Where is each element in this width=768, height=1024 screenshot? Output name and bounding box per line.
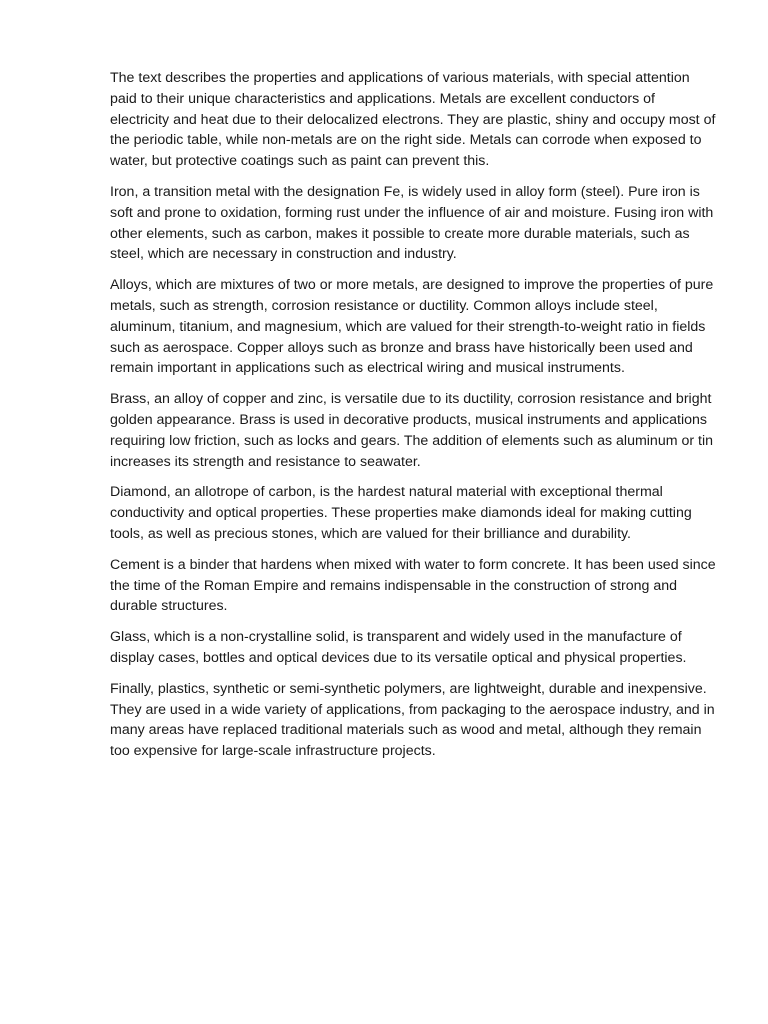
paragraph-glass: Glass, which is a non-crystalline solid, is transparent and widely used in the manufacture of display cases, bottles and optical devices due to its versatile optical and physical properties. bbox=[110, 629, 687, 666]
paragraph-plastics: Finally, plastics, synthetic or semi-synthetic polymers, are lightweight, durable and inexpensive. They are used in a wide variety of applications, from packaging to the aerospace industry, and in many areas have replaced traditional materials such as wood and metal, although they remain too expensive for large-scale infrastructure projects. bbox=[110, 680, 715, 760]
paragraph-brass: Brass, an alloy of copper and zinc, is versatile due to its ductility, corrosion resistance and bright golden appearance. Brass is used in decorative products, musical instruments and applications requiring low friction, such as locks and gears. The addition of elements such as aluminum or tin increases its strength and resistance to seawater. bbox=[110, 391, 714, 470]
paragraph-cement: Cement is a binder that hardens when mixed with water to form concrete. It has been used since the time of the Roman Empire and remains indispensable in the construction of strong and durable structures. bbox=[110, 556, 716, 615]
paragraph-intro-metals: The text describes the properties and applications of various materials, with special attention paid to their unique characteristics and applications. Metals are excellent conductors of electricity and heat due to their delocalized electrons. They are plastic, shiny and occupy most of the periodic table, while non-metals are on the right side. Metals can corrode when exposed to water, but protective coatings such as paint can prevent this. bbox=[110, 70, 716, 170]
paragraph-iron: Iron, a transition metal with the designation Fe, is widely used in alloy form (steel). Pure iron is soft and prone to oxidation, forming rust under the influence of air and moisture. Fusing iron with other elements, such as carbon, makes it possible to create more durable materials, such as steel, which are necessary in construction and industry. bbox=[110, 183, 714, 263]
paragraph-alloys: Alloys, which are mixtures of two or more metals, are designed to improve the properties of pure metals, such as strength, corrosion resistance or ductility. Common alloys include steel, aluminum, titanium, and magnesium, which are valued for their strength-to-weight ratio in fields such as aerospace. Copper alloys such as bronze and brass have historically been used and remain important in applications such as electrical wiring and musical instruments. bbox=[110, 277, 714, 377]
paragraph-diamond: Diamond, an allotrope of carbon, is the hardest natural material with exceptional thermal conductivity and optical properties. These properties make diamonds ideal for making cutting tools, as well as precious stones, which are valued for their brilliance and durability. bbox=[110, 484, 692, 542]
document-body bbox=[110, 68, 716, 772]
